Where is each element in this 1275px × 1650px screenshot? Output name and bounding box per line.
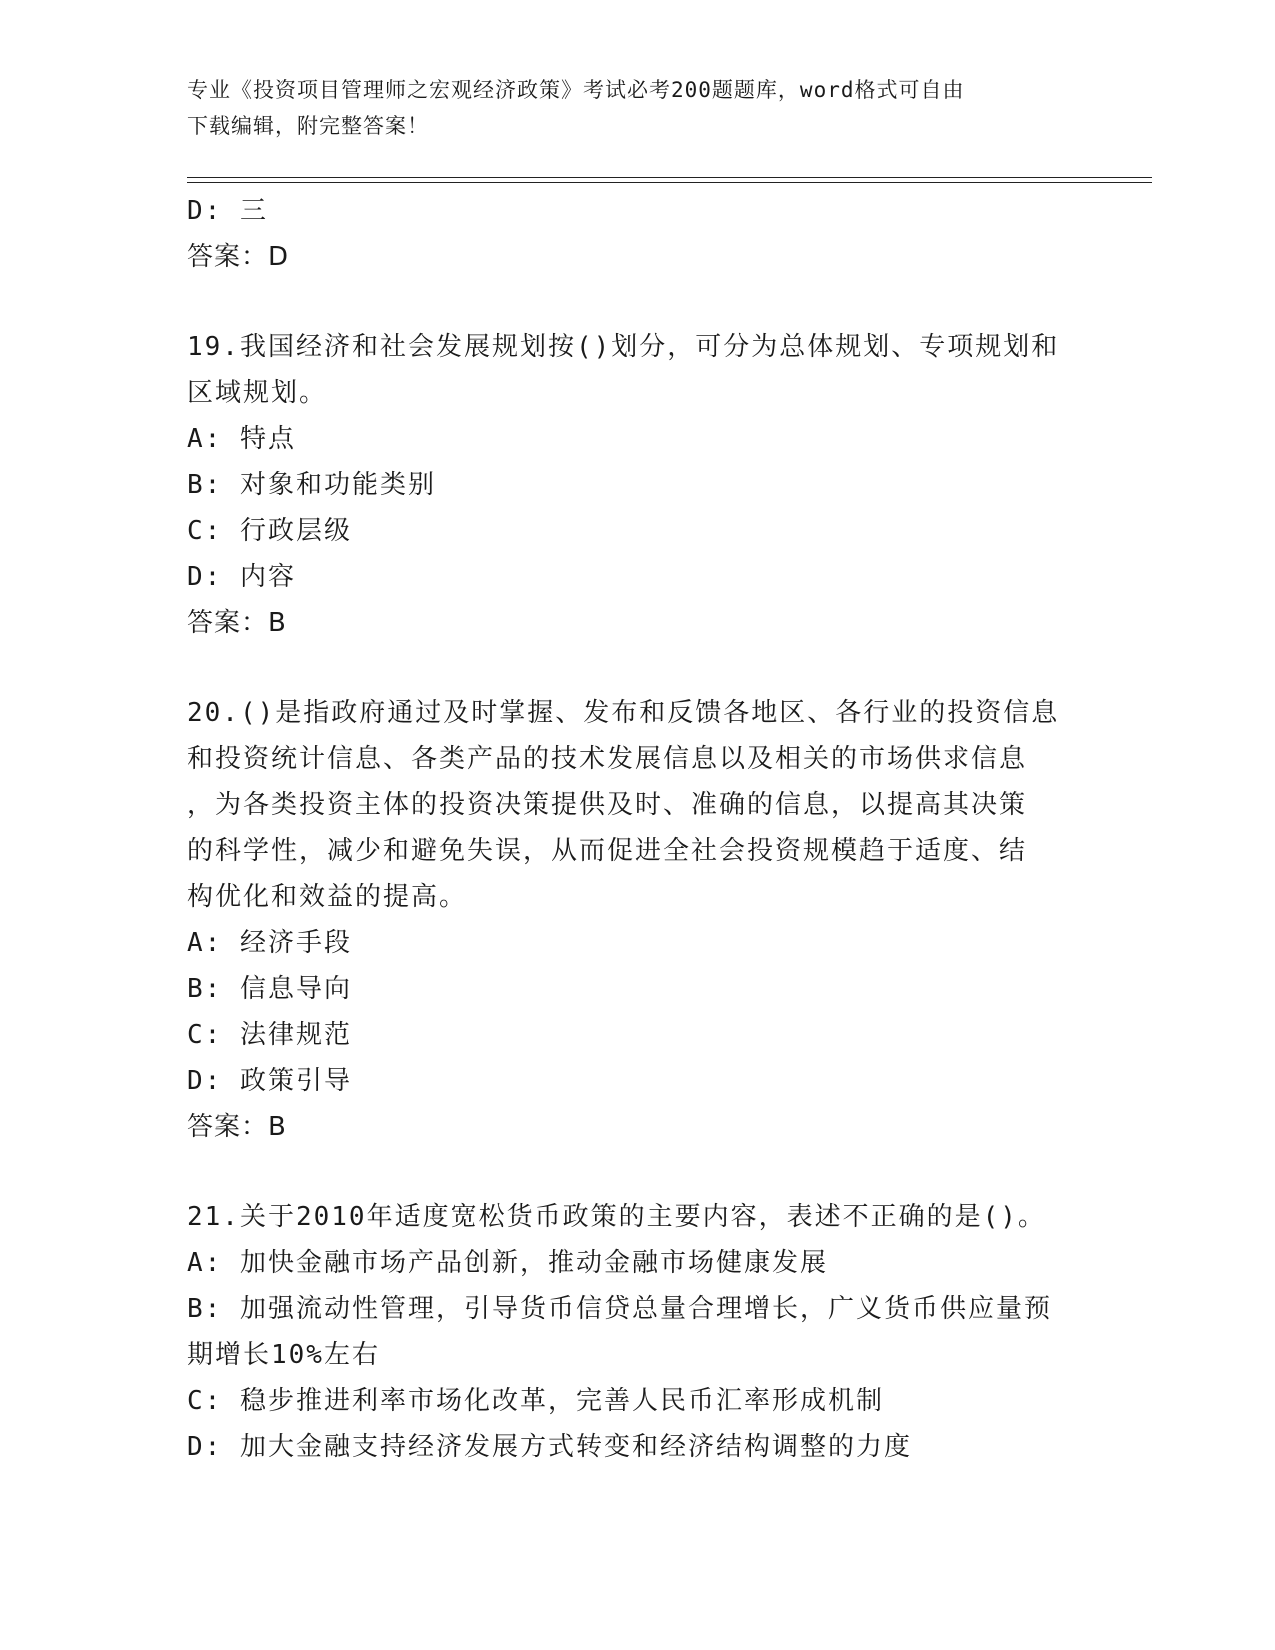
question-stem-line: 和投资统计信息、各类产品的技术发展信息以及相关的市场供求信息 (187, 744, 1028, 774)
option-b: B: 对象和功能类别 (187, 470, 436, 500)
option-c: C: 稳步推进利率市场化改革，完善人民币汇率形成机制 (187, 1386, 884, 1416)
question-20 (187, 690, 1077, 1150)
option-b-continued: 期增长10%左右 (187, 1340, 380, 1370)
option-a: A: 经济手段 (187, 928, 352, 958)
question-21 (187, 1194, 1077, 1470)
answer: 答案：B (187, 1112, 287, 1142)
option-b: B: 加强流动性管理，引导货币信贷总量合理增长，广义货币供应量预 (187, 1294, 1052, 1324)
option-c: C: 行政层级 (187, 516, 352, 546)
header-rule-bottom (187, 182, 1152, 183)
option-b: B: 信息导向 (187, 974, 352, 1004)
question-stem-line: 20.()是指政府通过及时掌握、发布和反馈各地区、各行业的投资信息 (187, 698, 1060, 728)
question-stem-line: 的科学性，减少和避免失误，从而促进全社会投资规模趋于适度、结 (187, 836, 1028, 866)
answer: 答案：B (187, 608, 287, 638)
question-18-tail (187, 188, 1077, 280)
question-stem-line: 21.关于2010年适度宽松货币政策的主要内容，表述不正确的是()。 (187, 1202, 1046, 1232)
header-line-2: 下载编辑，附完整答案！ (187, 114, 429, 138)
question-stem-line: 构优化和效益的提高。 (187, 882, 468, 912)
option-d: D: 政策引导 (187, 1066, 352, 1096)
answer: 答案：D (187, 242, 290, 272)
question-19 (187, 324, 1077, 646)
option-c: C: 法律规范 (187, 1020, 352, 1050)
option-d: D: 内容 (187, 562, 296, 592)
question-stem-line: 19.我国经济和社会发展规划按()划分，可分为总体规划、专项规划和 (187, 332, 1060, 362)
option-d: D: 加大金融支持经济发展方式转变和经济结构调整的力度 (187, 1432, 912, 1462)
header-rule-top (187, 177, 1152, 178)
question-stem-line: ，为各类投资主体的投资决策提供及时、准确的信息，以提高其决策 (187, 790, 1028, 820)
question-list (187, 188, 1077, 1470)
document-header (187, 72, 1067, 144)
option-a: A: 加快金融市场产品创新，推动金融市场健康发展 (187, 1248, 828, 1278)
header-line-1: 专业《投资项目管理师之宏观经济政策》考试必考200题题库，word格式可自由 (187, 78, 965, 102)
question-stem-line: 区域规划。 (187, 378, 328, 408)
option-a: A: 特点 (187, 424, 296, 454)
option-d: D: 三 (187, 196, 268, 226)
